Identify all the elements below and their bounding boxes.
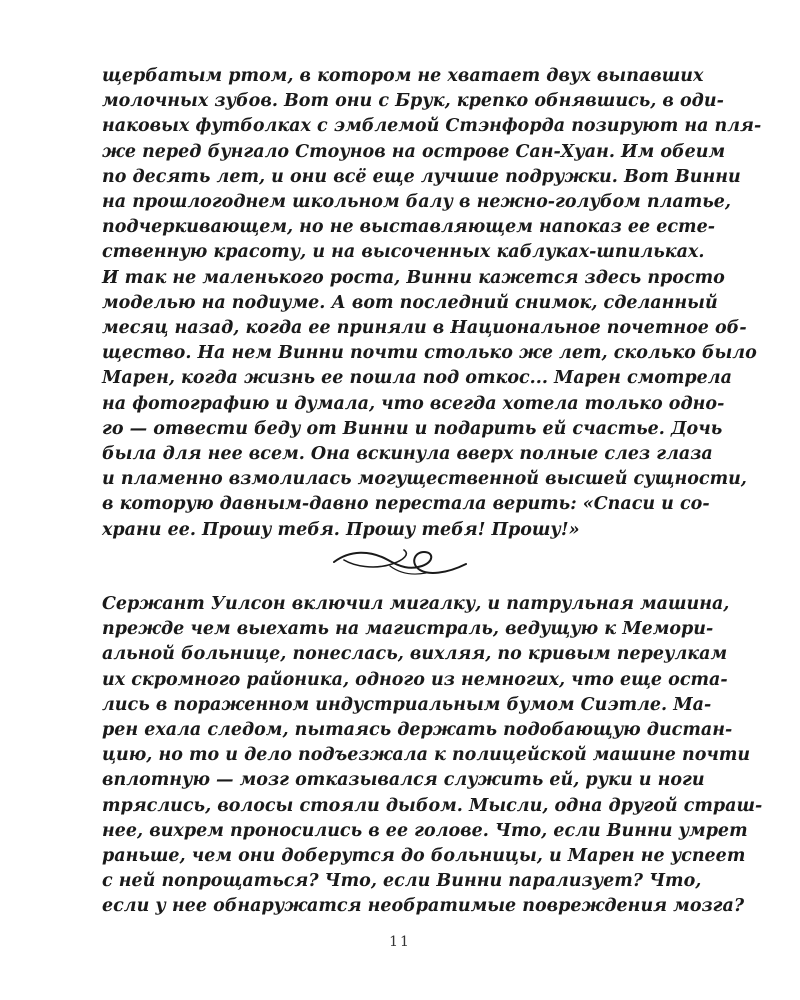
text-line: нее, вихрем проносились в ее голове. Что, если Винни умрет: [102, 820, 748, 841]
text-line: же перед бунгало Стоунов на острове Сан-Хуан. Им обеим: [102, 141, 726, 162]
text-line: вплотную — мозг отказывался служить ей, руки и ноги: [102, 770, 705, 791]
page-number: 11: [389, 934, 411, 950]
text-line: лись в пораженном индустриальным бумом Сиэтле. Ма-: [102, 694, 712, 715]
text-line: Марен, когда жизнь ее пошла под откос... Марен смотрела: [102, 368, 732, 389]
text-line: раньше, чем они доберутся до больницы, и Марен не успеет: [102, 846, 746, 867]
text-line: моделью на подиуме. А вот последний снимок, сделанный: [102, 292, 718, 313]
text-line: по десять лет, и они всё еще лучшие подружки. Вот Винни: [102, 166, 741, 187]
text-line: с ней попрощаться? Что, если Винни парализует? Что,: [102, 871, 702, 892]
paragraph-1: [102, 64, 762, 543]
text-line: на фотографию и думала, что всегда хотела только одно-: [102, 393, 725, 414]
text-line: И так не маленького роста, Винни кажется здесь просто: [102, 267, 725, 288]
flourish-divider-icon: [330, 540, 470, 580]
text-line: подчеркивающем, но не выставляющем напоказ ее есте-: [102, 217, 715, 238]
text-line: ственную красоту, и на высоченных каблуках-шпильках.: [102, 242, 705, 263]
text-line: на прошлогоднем школьном балу в нежно-голубом платье,: [102, 192, 732, 213]
text-line: прежде чем выехать на магистраль, ведущую к Мемори-: [102, 619, 714, 640]
text-line: в которую давным-давно перестала верить: «Спаси и со-: [102, 494, 710, 515]
text-line: и пламенно взмолилась могущественной высшей сущности,: [102, 469, 747, 490]
text-line: месяц назад, когда ее приняли в Национальное почетное об-: [102, 318, 747, 339]
text-line: была для нее всем. Она вскинула вверх полные слез глаза: [102, 444, 713, 465]
text-line: их скромного районика, одного из немногих, что еще оста-: [102, 669, 728, 690]
text-line: если у нее обнаружатся необратимые повреждения мозга?: [102, 896, 745, 917]
text-line: Сержант Уилсон включил мигалку, и патрульная машина,: [102, 594, 730, 614]
paragraph-2: [102, 592, 763, 920]
text-line: щербатым ртом, в котором не хватает двух выпавших: [102, 66, 704, 86]
text-line: тряслись, волосы стояли дыбом. Мысли, одна другой страш-: [102, 795, 763, 816]
text-line: альной больнице, понеслась, вихляя, по кривым переулкам: [102, 644, 728, 665]
text-line: рен ехала следом, пытаясь держать подобающую дистан-: [102, 720, 733, 741]
text-line: молочных зубов. Вот они с Брук, крепко обнявшись, в оди-: [102, 91, 724, 112]
text-line: щество. На нем Винни почти столько же лет, сколько было: [102, 343, 757, 364]
text-line: цию, но то и дело подъезжала к полицейской машине почти: [102, 745, 751, 766]
text-line: храни ее. Прошу тебя. Прошу тебя! Прошу!»: [102, 519, 580, 540]
text-line: го — отвести беду от Винни и подарить ей счастье. Дочь: [102, 418, 723, 439]
text-line: наковых футболках с эмблемой Стэнфорда позируют на пля-: [102, 116, 762, 137]
